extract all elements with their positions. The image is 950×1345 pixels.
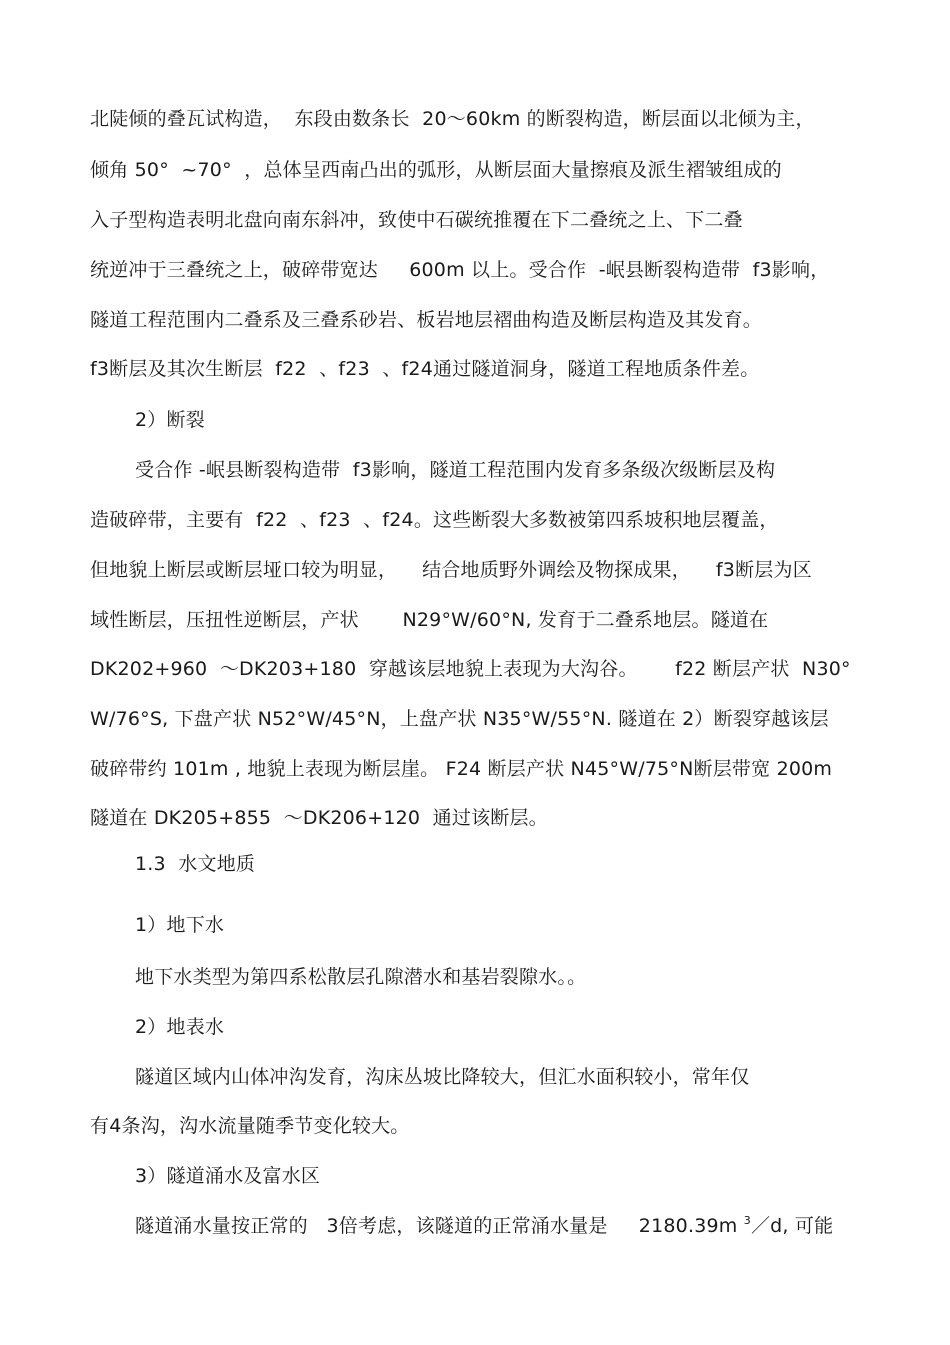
text-line: W/76°S, 下盘产状 N52°W/45°N，上盘产状 N35°W/55°N. 隧道在 2）断裂穿越该层 (90, 708, 829, 730)
text-line: DK202+960 ～DK203+180 穿越该层地貌上表现为大沟谷。 f22 断层产状 N30° (90, 658, 851, 680)
text-line: 隧道区域内山体冲沟发育，沟床丛坡比降较大，但汇水面积较小，常年仅 (135, 1066, 750, 1088)
text-line: 受合作 -岷县断裂构造带 f3影响，隧道工程范围内发育多条级次级断层及构 (135, 459, 776, 481)
text-line: 隧道在 DK205+855 ～DK206+120 通过该断层。 (90, 807, 548, 829)
section-heading: 2）地表水 (135, 1016, 225, 1038)
text-line: 倾角 50° ~70° ，总体呈西南凸出的弧形，从断层面大量擦痕及派生褶皱组成的 (90, 159, 782, 181)
text-line: 隧道工程范围内二叠系及三叠系砂岩、板岩地层褶曲构造及断层构造及其发育。 (90, 309, 763, 331)
text-line: 地下水类型为第四系松散层孔隙潜水和基岩裂隙水。。 (135, 966, 587, 988)
text-line: 造破碎带，主要有 f22 、f23 、f24。这些断裂大多数被第四系坡积地层覆盖， (90, 509, 779, 531)
text-line: 北陡倾的叠瓦试构造， 东段由数条长 20～60km 的断裂构造，断层面以北倾为主， (90, 108, 815, 130)
section-heading: 1）地下水 (135, 914, 225, 936)
text-line: f3断层及其次生断层 f22 、f23 、f24通过隧道洞身，隧道工程地质条件差。 (90, 358, 760, 380)
text-line: 域性断层，压扭性逆断层，产状 N29°W/60°N, 发育于二叠系地层。隧道在 (90, 609, 769, 631)
text-line (135, 1214, 833, 1238)
section-heading: 2）断裂 (135, 409, 205, 431)
text-line: 有4条沟，沟水流量随季节变化较大。 (90, 1115, 410, 1137)
section-heading: 3）隧道涌水及富水区 (135, 1165, 321, 1187)
superscript: 3 (743, 1214, 751, 1227)
text-line: 但地貌上断层或断层垭口较为明显， 结合地质野外调绘及物探成果， f3断层为区 (90, 559, 812, 581)
text-fragment: 隧道涌水量按正常的 3倍考虑，该隧道的正常涌水量是 2180.39m (135, 1215, 744, 1237)
section-heading: 1.3 水文地质 (135, 853, 256, 875)
text-line: 入子型构造表明北盘向南东斜冲，致使中石碳统推覆在下二叠统之上、下二叠 (90, 209, 743, 231)
text-fragment: ／d, 可能 (750, 1215, 834, 1237)
text-line: 统逆冲于三叠统之上，破碎带宽达 600m 以上。受合作 -岷县断裂构造带 f3影响， (90, 259, 830, 281)
text-line: 破碎带约 101m , 地貌上表现为断层崖。 F24 断层产状 N45°W/75°N断层带宽 200m (90, 758, 833, 780)
